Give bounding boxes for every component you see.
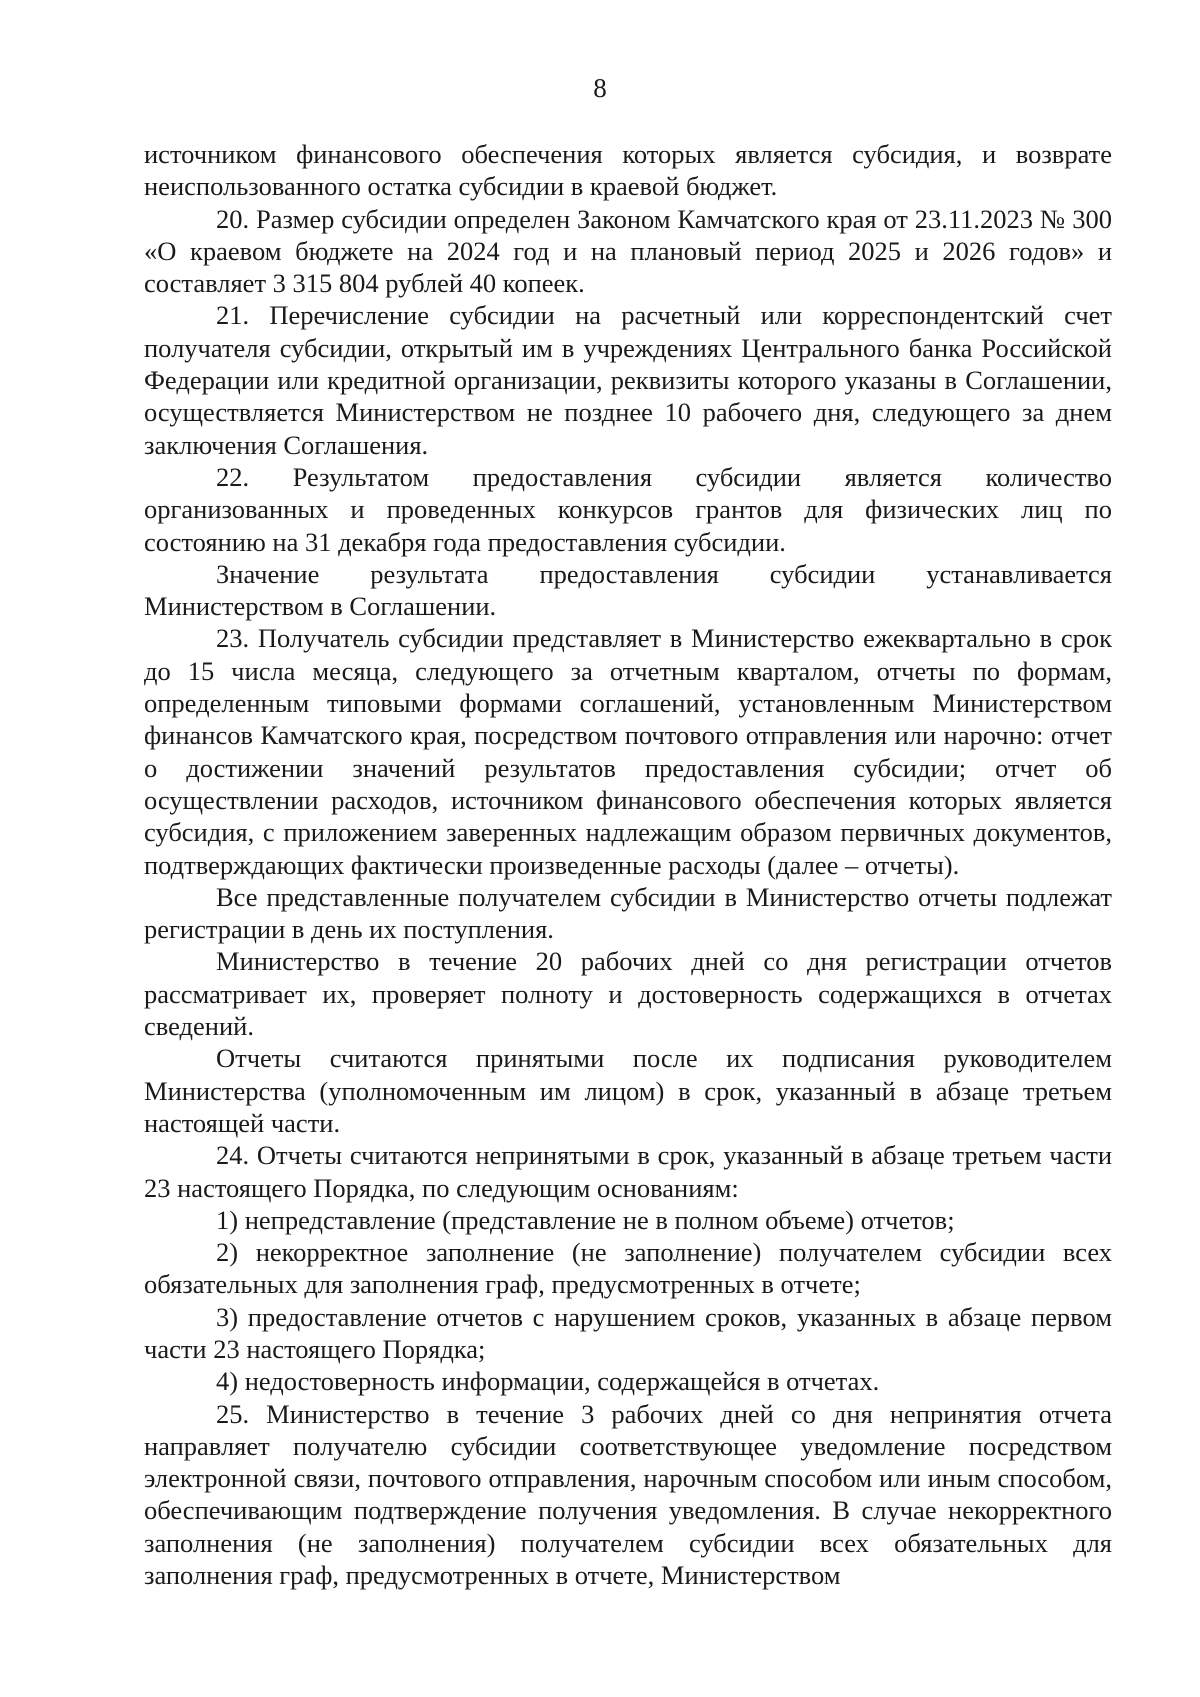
- document-body: [144, 138, 1112, 1591]
- paragraph-23: 23. Получатель субсидии представляет в Министерство ежеквартально в срок до 15 числа месяца, следующего за отчетным кварталом, отчеты по формам, определенным типовыми формами соглашений, установленным Министерством финансов Камчатского края, посредством почтового отправления или нарочно: отчет о достижении значений результатов предоставления субсидии; отчет об осуществлении расходов, источником финансового обеспечения которых является субсидия, с приложением заверенных надлежащим образом первичных документов, подтверждающих фактически произведенные расходы (далее – отчеты).: [144, 623, 1112, 880]
- list-item-3: 3) предоставление отчетов с нарушением сроков, указанных в абзаце первом части 23 настоящего Порядка;: [144, 1301, 1112, 1364]
- paragraph-24: 24. Отчеты считаются непринятыми в срок, указанный в абзаце третьем части 23 настоящего Порядка, по следующим основаниям:: [144, 1140, 1112, 1203]
- paragraph-23-registration: Все представленные получателем субсидии в Министерство отчеты подлежат регистрации в день их поступления.: [144, 881, 1112, 945]
- paragraph-22-result-value: Значение результата предоставления субсидии устанавливается Министерством в Соглашении.: [144, 558, 1112, 622]
- list-item-1: 1) непредставление (представление не в полном объеме) отчетов;: [216, 1204, 955, 1235]
- paragraph-20: 20. Размер субсидии определен Законом Камчатского края от 23.11.2023 № 300 «О краевом бюджете на 2024 год и на плановый период 2025 и 2026 годов» и составляет 3 315 804 рублей 40 копеек.: [144, 203, 1112, 299]
- paragraph-21: 21. Перечисление субсидии на расчетный или корреспондентский счет получателя субсидии, открытый им в учреждениях Центрального банка Российской Федерации или кредитной организации, реквизиты которого указаны в Соглашении, осуществляется Министерством не позднее 10 рабочего дня, следующего за днем заключения Соглашения.: [144, 300, 1112, 460]
- paragraph-25: 25. Министерство в течение 3 рабочих дней со дня непринятия отчета направляет получателю субсидии соответствующее уведомление посредством электронной связи, почтового отправления, нарочным способом или иным способом, обеспечивающим подтверждение получения уведомления. В случае некорректного заполнения (не заполнения) получателем субсидии всех обязательных для заполнения граф, предусмотренных в отчете, Министерством: [144, 1398, 1112, 1591]
- paragraph-continuation: источником финансового обеспечения которых является субсидия, и возврате неиспользованного остатка субсидии в краевой бюджет.: [144, 139, 1112, 202]
- paragraph-23-review: Министерство в течение 20 рабочих дней со дня регистрации отчетов рассматривает их, проверяет полноту и достоверность содержащихся в отчетах сведений.: [144, 946, 1112, 1042]
- paragraph-22: 22. Результатом предоставления субсидии является количество организованных и проведенных конкурсов грантов для физических лиц по состоянию на 31 декабря года предоставления субсидии.: [144, 461, 1112, 557]
- list-item-4: 4) недостоверность информации, содержащейся в отчетах.: [216, 1366, 880, 1397]
- page-number: 8: [593, 73, 607, 103]
- list-item-2: 2) некорректное заполнение (не заполнение) получателем субсидии всех обязательных для заполнения граф, предусмотренных в отчете;: [144, 1237, 1112, 1300]
- paragraph-23-acceptance: Отчеты считаются принятыми после их подписания руководителем Министерства (уполномоченным им лицом) в срок, указанный в абзаце третьем настоящей части.: [144, 1043, 1112, 1138]
